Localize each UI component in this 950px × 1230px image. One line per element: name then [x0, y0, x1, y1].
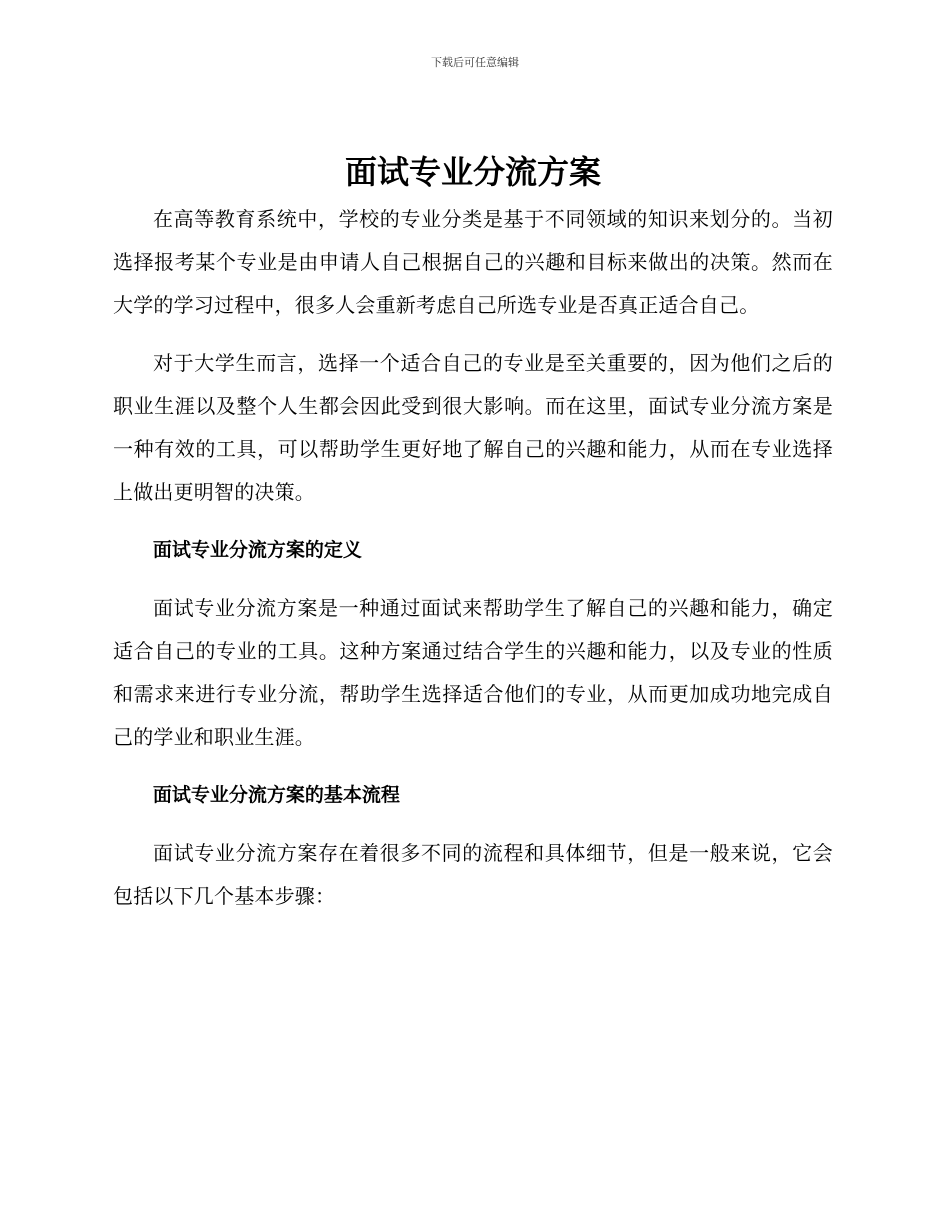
header-note: 下载后可任意编辑 — [431, 56, 519, 69]
section-heading-definition: 面试专业分流方案的定义 — [152, 539, 362, 561]
intro-paragraph-1: 在高等教育系统中，学校的专业分类是基于不同领域的知识来划分的。当初选择报考某个专业是由申请人自己根据自己的兴趣和目标来做出的决策。然而在大学的学习过程中，很多人会重新考虑自己所选专业是否真正适合自己。 — [113, 207, 833, 317]
section-paragraph-definition: 面试专业分流方案是一种通过面试来帮助学生了解自己的兴趣和能力，确定适合自己的专业的工具。这种方案通过结合学生的兴趣和能力，以及专业的性质和需求来进行专业分流，帮助学生选择适合他们的专业，从而更加成功地完成自己的学业和职业生涯。 — [113, 596, 833, 749]
section-heading-process: 面试专业分流方案的基本流程 — [152, 784, 400, 806]
intro-paragraph-2: 对于大学生而言，选择一个适合自己的专业是至关重要的，因为他们之后的职业生涯以及整个人生都会因此受到很大影响。而在这里，面试专业分流方案是一种有效的工具，可以帮助学生更好地了解自己的兴趣和能力，从而在专业选择上做出更明智的决策。 — [113, 351, 833, 504]
document-title: 面试专业分流方案 — [344, 153, 601, 191]
section-paragraph-process: 面试专业分流方案存在着很多不同的流程和具体细节，但是一般来说，它会包括以下几个基本步骤： — [113, 841, 833, 908]
document-body — [113, 150, 833, 918]
